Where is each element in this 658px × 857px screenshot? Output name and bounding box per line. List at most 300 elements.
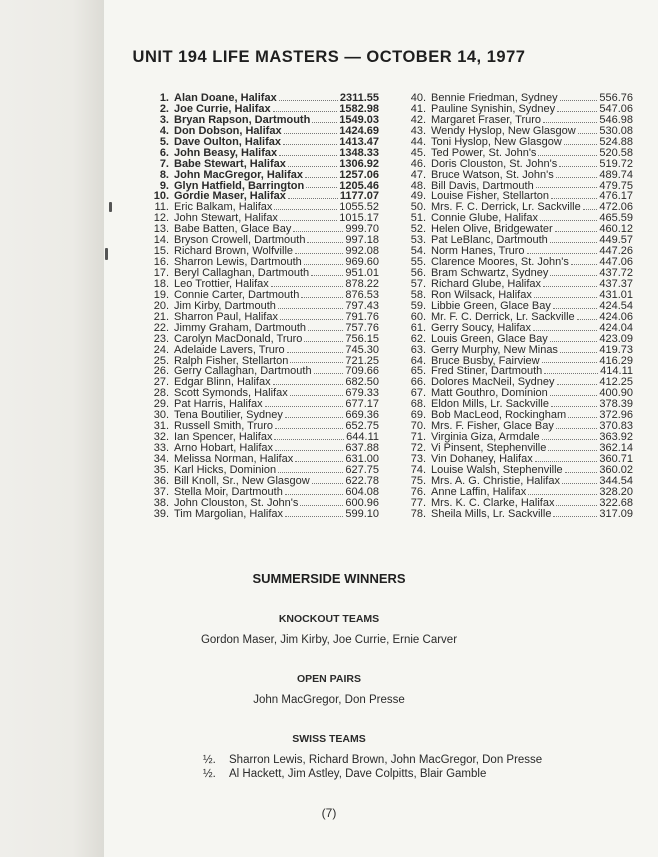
masterpoint-score: 370.83 <box>599 420 633 433</box>
rank-number: 6. <box>159 146 169 159</box>
player-name: Louis Green, Glace Bay <box>431 332 548 345</box>
player-name: Louise Fisher, Stellarton <box>431 190 550 203</box>
leader-dots <box>536 187 598 188</box>
player-name: Mrs. F. Fisher, Glace Bay <box>431 420 554 433</box>
rank-number: 71. <box>410 431 426 444</box>
player-name: Jim Kirby, Dartmouth <box>174 299 276 312</box>
masterpoint-score: 878.22 <box>345 277 379 290</box>
player-name: Sharron Lewis, Dartmouth <box>174 256 302 269</box>
life-master-row <box>148 509 379 520</box>
player-name: John Stewart, Halifax <box>174 212 278 225</box>
rank-number: 8. <box>159 168 169 181</box>
masterpoint-score: 622.78 <box>345 474 379 487</box>
rank-number: 72. <box>410 442 426 454</box>
rank-number: 14. <box>153 234 169 247</box>
player-name: Bob MacLeod, Rockingham <box>431 409 567 422</box>
leader-dots <box>295 253 343 254</box>
leader-dots <box>271 286 344 287</box>
player-name: Louise Walsh, Stephenville <box>431 463 563 476</box>
player-name: Tena Boutilier, Sydney <box>174 409 283 422</box>
masterpoint-score: 449.57 <box>599 234 633 247</box>
masterpoint-score: 416.29 <box>599 354 633 367</box>
rank-number: 65. <box>410 365 426 378</box>
leader-dots <box>550 341 598 342</box>
masterpoint-score: 412.25 <box>599 376 633 389</box>
rank-number: 37. <box>153 485 169 498</box>
swiss-teams-row <box>203 768 486 780</box>
rank-number: 40. <box>410 92 426 104</box>
player-name: Ted Power, St. John's <box>431 146 537 159</box>
masterpoint-score: 1205.46 <box>339 179 379 192</box>
masterpoint-score: 992.08 <box>345 245 379 258</box>
rank-number: 63. <box>410 343 426 356</box>
masterpoint-score: 797.43 <box>345 299 379 312</box>
rank-number: 49. <box>410 190 426 203</box>
rank-number: 25. <box>153 354 169 367</box>
masterpoint-score: 519.72 <box>599 157 633 170</box>
leader-dots <box>293 231 343 232</box>
rank-number: 30. <box>153 409 169 422</box>
masterpoint-score: 414.11 <box>600 365 633 378</box>
rank-number: 5. <box>159 135 169 148</box>
masterpoint-score: 876.53 <box>345 288 379 301</box>
player-name: Vin Dohaney, Halifax <box>431 452 533 465</box>
life-masters-right-column <box>405 93 633 520</box>
leader-dots <box>304 264 344 265</box>
player-name: Helen Olive, Bridgewater <box>431 223 553 236</box>
player-name: Stella Moir, Dartmouth <box>174 485 283 498</box>
player-name: Alan Doane, Halifax <box>174 92 277 104</box>
masterpoint-score: 362.14 <box>599 442 633 454</box>
rank-number: 70. <box>410 420 426 433</box>
player-name: Norm Hanes, Truro <box>431 245 525 258</box>
rank-number: 62. <box>410 332 426 345</box>
leader-dots <box>577 319 598 320</box>
leader-dots <box>290 362 343 363</box>
swiss-teams-row <box>203 754 542 766</box>
leader-dots <box>540 220 597 221</box>
masterpoint-score: 1177.07 <box>339 190 379 203</box>
leader-dots <box>548 450 597 451</box>
rank-number: 22. <box>153 321 169 334</box>
player-name: Bill Davis, Dartmouth <box>431 179 534 192</box>
leader-dots <box>304 341 343 342</box>
leader-dots <box>314 373 344 374</box>
leader-dots <box>543 286 597 287</box>
player-name: Dave Oulton, Halifax <box>174 135 281 148</box>
masterpoint-score: 363.92 <box>599 431 633 444</box>
rank-number: 7. <box>159 157 169 170</box>
leader-dots <box>542 439 598 440</box>
player-name: Glyn Hatfield, Barrington <box>174 179 305 192</box>
player-name: Pauline Synishin, Sydney <box>431 102 556 115</box>
player-name: Libbie Green, Glace Bay <box>431 299 551 312</box>
player-name: Pat LeBlanc, Dartmouth <box>431 234 548 247</box>
masterpoint-score: 1306.92 <box>339 157 379 170</box>
masterpoint-score: 547.06 <box>599 102 633 115</box>
player-name: Tim Margolian, Halifax <box>174 507 284 520</box>
rank-number: 67. <box>410 387 426 400</box>
masterpoint-score: 1257.06 <box>339 168 379 181</box>
player-name: Anne Laffin, Halifax <box>431 485 527 498</box>
leader-dots <box>279 155 337 156</box>
rank-number: 35. <box>153 463 169 476</box>
leader-dots <box>551 198 597 199</box>
rank-number: 19. <box>153 288 169 301</box>
leader-dots <box>571 264 598 265</box>
life-master-row <box>148 345 379 356</box>
life-master-row <box>405 334 633 345</box>
rank-number: 44. <box>410 135 426 148</box>
leader-dots <box>528 494 597 495</box>
masterpoint-score: 600.96 <box>345 496 379 509</box>
masterpoint-score: 1348.33 <box>339 146 379 159</box>
player-name: Babe Batten, Glace Bay <box>174 223 292 236</box>
leader-dots <box>285 516 343 517</box>
masterpoint-score: 677.17 <box>345 398 379 411</box>
life-master-row <box>148 323 379 334</box>
life-master-row <box>148 170 379 181</box>
masterpoint-score: 524.88 <box>599 135 633 148</box>
rank-number: 61. <box>410 321 426 334</box>
leader-dots <box>557 384 598 385</box>
life-master-row <box>148 159 379 170</box>
leader-dots <box>557 111 597 112</box>
leader-dots <box>527 253 598 254</box>
player-name: Carolyn MacDonald, Truro <box>174 332 303 345</box>
masterpoint-score: 476.17 <box>599 190 633 203</box>
masterpoint-score: 556.76 <box>599 92 633 104</box>
life-master-row <box>405 170 633 181</box>
leader-dots <box>550 275 597 276</box>
rank-number: 11. <box>154 201 169 214</box>
leader-dots <box>308 330 343 331</box>
rank-number: 56. <box>410 267 426 279</box>
masterpoint-score: 1549.03 <box>339 113 379 126</box>
rank-number: 77. <box>410 496 426 509</box>
masterpoint-score: 1582.98 <box>339 102 379 115</box>
masterpoint-score: 682.50 <box>345 376 379 389</box>
swiss-teams-title: SWISS TEAMS <box>292 733 366 745</box>
player-name: Bennie Friedman, Sydney <box>431 92 558 104</box>
leader-dots <box>556 177 598 178</box>
leader-dots <box>544 373 598 374</box>
player-name: Richard Glube, Halifax <box>431 277 542 290</box>
player-name: Leo Trottier, Halifax <box>174 277 269 290</box>
rank-number: 23. <box>153 332 169 345</box>
player-name: Jimmy Graham, Dartmouth <box>174 321 307 334</box>
masterpoint-score: 756.15 <box>345 332 379 345</box>
swiss-fraction: ½. <box>203 754 216 766</box>
masterpoint-score: 317.09 <box>599 507 633 520</box>
leader-dots <box>275 428 343 429</box>
binding-hole-mark <box>105 248 108 260</box>
masterpoint-score: 360.71 <box>599 452 633 465</box>
rank-number: 53. <box>410 234 426 247</box>
life-master-row <box>405 148 633 159</box>
player-name: Ralph Fisher, Stellarton <box>174 354 289 367</box>
leader-dots <box>562 483 597 484</box>
leader-dots <box>307 242 343 243</box>
player-name: Mr. F. C. Derrick, Lr. Sackville <box>431 310 575 323</box>
player-name: Gordie Maser, Halifax <box>174 190 286 203</box>
masterpoint-score: 489.74 <box>599 168 633 181</box>
rank-number: 12. <box>153 212 169 225</box>
leader-dots <box>306 187 337 188</box>
rank-number: 18. <box>153 277 169 290</box>
masterpoint-score: 447.06 <box>599 256 633 269</box>
rank-number: 58. <box>410 288 426 301</box>
rank-number: 29. <box>153 398 169 411</box>
rank-number: 55. <box>410 256 426 269</box>
masterpoint-score: 530.08 <box>599 124 633 137</box>
leader-dots <box>312 122 337 123</box>
player-name: Scott Symonds, Halifax <box>174 387 288 400</box>
leader-dots <box>280 220 337 221</box>
masterpoint-score: 424.06 <box>599 310 633 323</box>
player-name: Melissa Norman, Halifax <box>174 452 294 465</box>
leader-dots <box>275 450 343 451</box>
player-name: Bill Knoll, Sr., New Glasgow <box>174 474 310 487</box>
player-name: Don Dobson, Halifax <box>174 124 282 137</box>
masterpoint-score: 437.37 <box>599 277 633 290</box>
page-binding-margin <box>0 0 104 857</box>
leader-dots <box>284 133 338 134</box>
leader-dots <box>553 308 597 309</box>
leader-dots <box>295 461 343 462</box>
masterpoint-score: 999.70 <box>345 223 379 236</box>
life-master-row <box>405 323 633 334</box>
rank-number: 45. <box>410 146 426 159</box>
rank-number: 69. <box>410 409 426 422</box>
player-name: Beryl Callaghan, Dartmouth <box>174 267 310 279</box>
player-name: Mrs. K. C. Clarke, Halifax <box>431 496 555 509</box>
life-master-row <box>405 509 633 520</box>
rank-number: 34. <box>153 452 169 465</box>
player-name: Connie Glube, Halifax <box>431 212 539 225</box>
player-name: Gerry Callaghan, Dartmouth <box>174 365 312 378</box>
player-name: Joe Currie, Halifax <box>174 102 271 115</box>
knockout-teams-title: KNOCKOUT TEAMS <box>278 613 380 625</box>
life-master-row <box>405 345 633 356</box>
player-name: Mrs. F. C. Derrick, Lr. Sackville <box>431 201 581 214</box>
masterpoint-score: 631.00 <box>345 452 379 465</box>
rank-number: 15. <box>153 245 169 258</box>
player-name: Toni Hyslop, New Glasgow <box>431 135 562 148</box>
rank-number: 78. <box>410 507 426 520</box>
player-name: Dolores MacNeil, Sydney <box>431 376 555 389</box>
masterpoint-score: 328.20 <box>599 485 633 498</box>
leader-dots <box>559 166 597 167</box>
leader-dots <box>542 362 598 363</box>
masterpoint-score: 997.18 <box>345 234 379 247</box>
rank-number: 59. <box>410 299 426 312</box>
swiss-names: Al Hackett, Jim Astley, Dave Colpitts, Blair Gamble <box>229 768 487 780</box>
masterpoint-score: 360.02 <box>599 463 633 476</box>
masterpoint-score: 447.26 <box>599 245 633 258</box>
life-master-row <box>405 159 633 170</box>
leader-dots <box>564 144 598 145</box>
player-name: John MacGregor, Halifax <box>174 168 303 181</box>
leader-dots <box>560 100 598 101</box>
leader-dots <box>550 242 598 243</box>
masterpoint-score: 322.68 <box>599 496 633 509</box>
masterpoint-score: 951.01 <box>345 267 379 279</box>
player-name: Virginia Giza, Armdale <box>431 431 540 444</box>
player-name: Pat Harris, Halifax <box>174 398 263 411</box>
rank-number: 74. <box>410 463 426 476</box>
player-name: Wendy Hyslop, New Glasgow <box>431 124 576 137</box>
player-name: Babe Stewart, Halifax <box>174 157 286 170</box>
rank-number: 24. <box>153 343 169 356</box>
rank-number: 39. <box>153 507 169 520</box>
rank-number: 36. <box>153 474 169 487</box>
rank-number: 1. <box>159 92 169 104</box>
open-pairs-title: OPEN PAIRS <box>297 673 361 685</box>
player-name: Gerry Murphy, New Minas <box>431 343 558 356</box>
player-name: Bruce Watson, St. John's <box>431 168 554 181</box>
rank-number: 27. <box>153 376 169 389</box>
player-name: Fred Stiner, Dartmouth <box>431 365 543 378</box>
binding-hole-mark <box>109 202 112 212</box>
player-name: Karl Hicks, Dominion <box>174 463 277 476</box>
rank-number: 64. <box>410 354 426 367</box>
masterpoint-score: 472.06 <box>599 201 633 214</box>
masterpoint-score: 627.75 <box>345 463 379 476</box>
masterpoint-score: 637.88 <box>345 442 379 454</box>
rank-number: 47. <box>410 168 426 181</box>
rank-number: 48. <box>410 179 426 192</box>
player-name: Ian Spencer, Halifax <box>174 431 273 444</box>
masterpoint-score: 423.09 <box>599 332 633 345</box>
masterpoint-score: 424.04 <box>599 321 633 334</box>
player-name: Doris Clouston, St. John's <box>431 157 558 170</box>
masterpoint-score: 1015.17 <box>339 212 379 225</box>
rank-number: 46. <box>410 157 426 170</box>
masterpoint-score: 652.75 <box>345 420 379 433</box>
leader-dots <box>551 406 597 407</box>
player-name: Gerry Soucy, Halifax <box>431 321 532 334</box>
player-name: Matt Gouthro, Dominion <box>431 387 548 400</box>
leader-dots <box>560 352 597 353</box>
player-name: Ron Wilsack, Halifax <box>431 288 532 301</box>
rank-number: 10. <box>153 190 169 203</box>
leader-dots <box>285 494 344 495</box>
masterpoint-score: 599.10 <box>345 507 379 520</box>
leader-dots <box>290 395 344 396</box>
masterpoint-score: 709.66 <box>345 365 379 378</box>
life-masters-left-column <box>148 93 379 520</box>
player-name: Bram Schwartz, Sydney <box>431 267 549 279</box>
player-name: Eric Balkam, Halifax <box>174 201 273 214</box>
open-pairs-names: John MacGregor, Don Presse <box>253 694 405 706</box>
rank-number: 4. <box>159 124 169 137</box>
masterpoint-score: 1055.52 <box>339 201 379 214</box>
player-name: Clarence Moores, St. John's <box>431 256 569 269</box>
page-number: (7) <box>321 806 337 820</box>
leader-dots <box>556 428 597 429</box>
player-name: Arno Hobart, Halifax <box>174 442 274 454</box>
leader-dots <box>565 472 598 473</box>
leader-dots <box>300 505 343 506</box>
life-master-row <box>148 498 379 509</box>
rank-number: 31. <box>153 420 169 433</box>
player-name: Sharron Paul, Halifax <box>174 310 278 323</box>
masterpoint-score: 791.76 <box>345 310 379 323</box>
page-title: UNIT 194 LIFE MASTERS — OCTOBER 14, 1977 <box>132 48 526 66</box>
summerside-winners-title: SUMMERSIDE WINNERS <box>252 571 406 586</box>
leader-dots <box>273 384 344 385</box>
leader-dots <box>538 155 597 156</box>
life-master-row <box>148 148 379 159</box>
rank-number: 76. <box>410 485 426 498</box>
leader-dots <box>283 144 337 145</box>
rank-number: 9. <box>159 179 169 192</box>
leader-dots <box>556 505 597 506</box>
rank-number: 52. <box>410 223 426 236</box>
leader-dots <box>280 319 343 320</box>
player-name: Russell Smith, Truro <box>174 420 274 433</box>
leader-dots <box>288 166 337 167</box>
masterpoint-score: 1413.47 <box>339 135 379 148</box>
player-name: Bruce Busby, Fairview <box>431 354 540 367</box>
leader-dots <box>533 330 597 331</box>
leader-dots <box>311 275 343 276</box>
player-name: John Beasy, Halifax <box>174 146 278 159</box>
leader-dots <box>568 417 597 418</box>
rank-number: 43. <box>410 124 426 137</box>
player-name: Sheila Mills, Lr. Sackville <box>431 507 552 520</box>
masterpoint-score: 520.58 <box>599 146 633 159</box>
rank-number: 38. <box>153 496 169 509</box>
masterpoint-score: 546.98 <box>599 113 633 126</box>
masterpoint-score: 721.25 <box>345 354 379 367</box>
leader-dots <box>273 111 338 112</box>
rank-number: 42. <box>410 113 426 126</box>
leader-dots <box>535 461 598 462</box>
rank-number: 33. <box>153 442 169 454</box>
rank-number: 28. <box>153 387 169 400</box>
rank-number: 21. <box>153 310 169 323</box>
life-master-row <box>405 498 633 509</box>
rank-number: 26. <box>153 365 169 378</box>
leader-dots <box>279 100 338 101</box>
masterpoint-score: 437.72 <box>599 267 633 279</box>
leader-dots <box>555 231 598 232</box>
life-master-row <box>148 334 379 345</box>
masterpoint-score: 419.73 <box>599 343 633 356</box>
leader-dots <box>312 483 344 484</box>
rank-number: 68. <box>410 398 426 411</box>
rank-number: 75. <box>410 474 426 487</box>
rank-number: 50. <box>410 201 426 214</box>
rank-number: 51. <box>410 212 426 225</box>
masterpoint-score: 479.75 <box>599 179 633 192</box>
rank-number: 66. <box>410 376 426 389</box>
masterpoint-score: 344.54 <box>599 474 633 487</box>
masterpoint-score: 372.96 <box>599 409 633 422</box>
player-name: Mrs. A. G. Christie, Halifax <box>431 474 560 487</box>
leader-dots <box>278 308 343 309</box>
rank-number: 16. <box>153 256 169 269</box>
player-name: Margaret Fraser, Truro <box>431 113 542 126</box>
leader-dots <box>278 472 343 473</box>
swiss-names: Sharron Lewis, Richard Brown, John MacGregor, Don Presse <box>229 754 543 766</box>
rank-number: 17. <box>153 267 169 279</box>
player-name: Bryan Rapson, Dartmouth <box>174 113 311 126</box>
leader-dots <box>583 209 598 210</box>
masterpoint-score: 679.33 <box>345 387 379 400</box>
